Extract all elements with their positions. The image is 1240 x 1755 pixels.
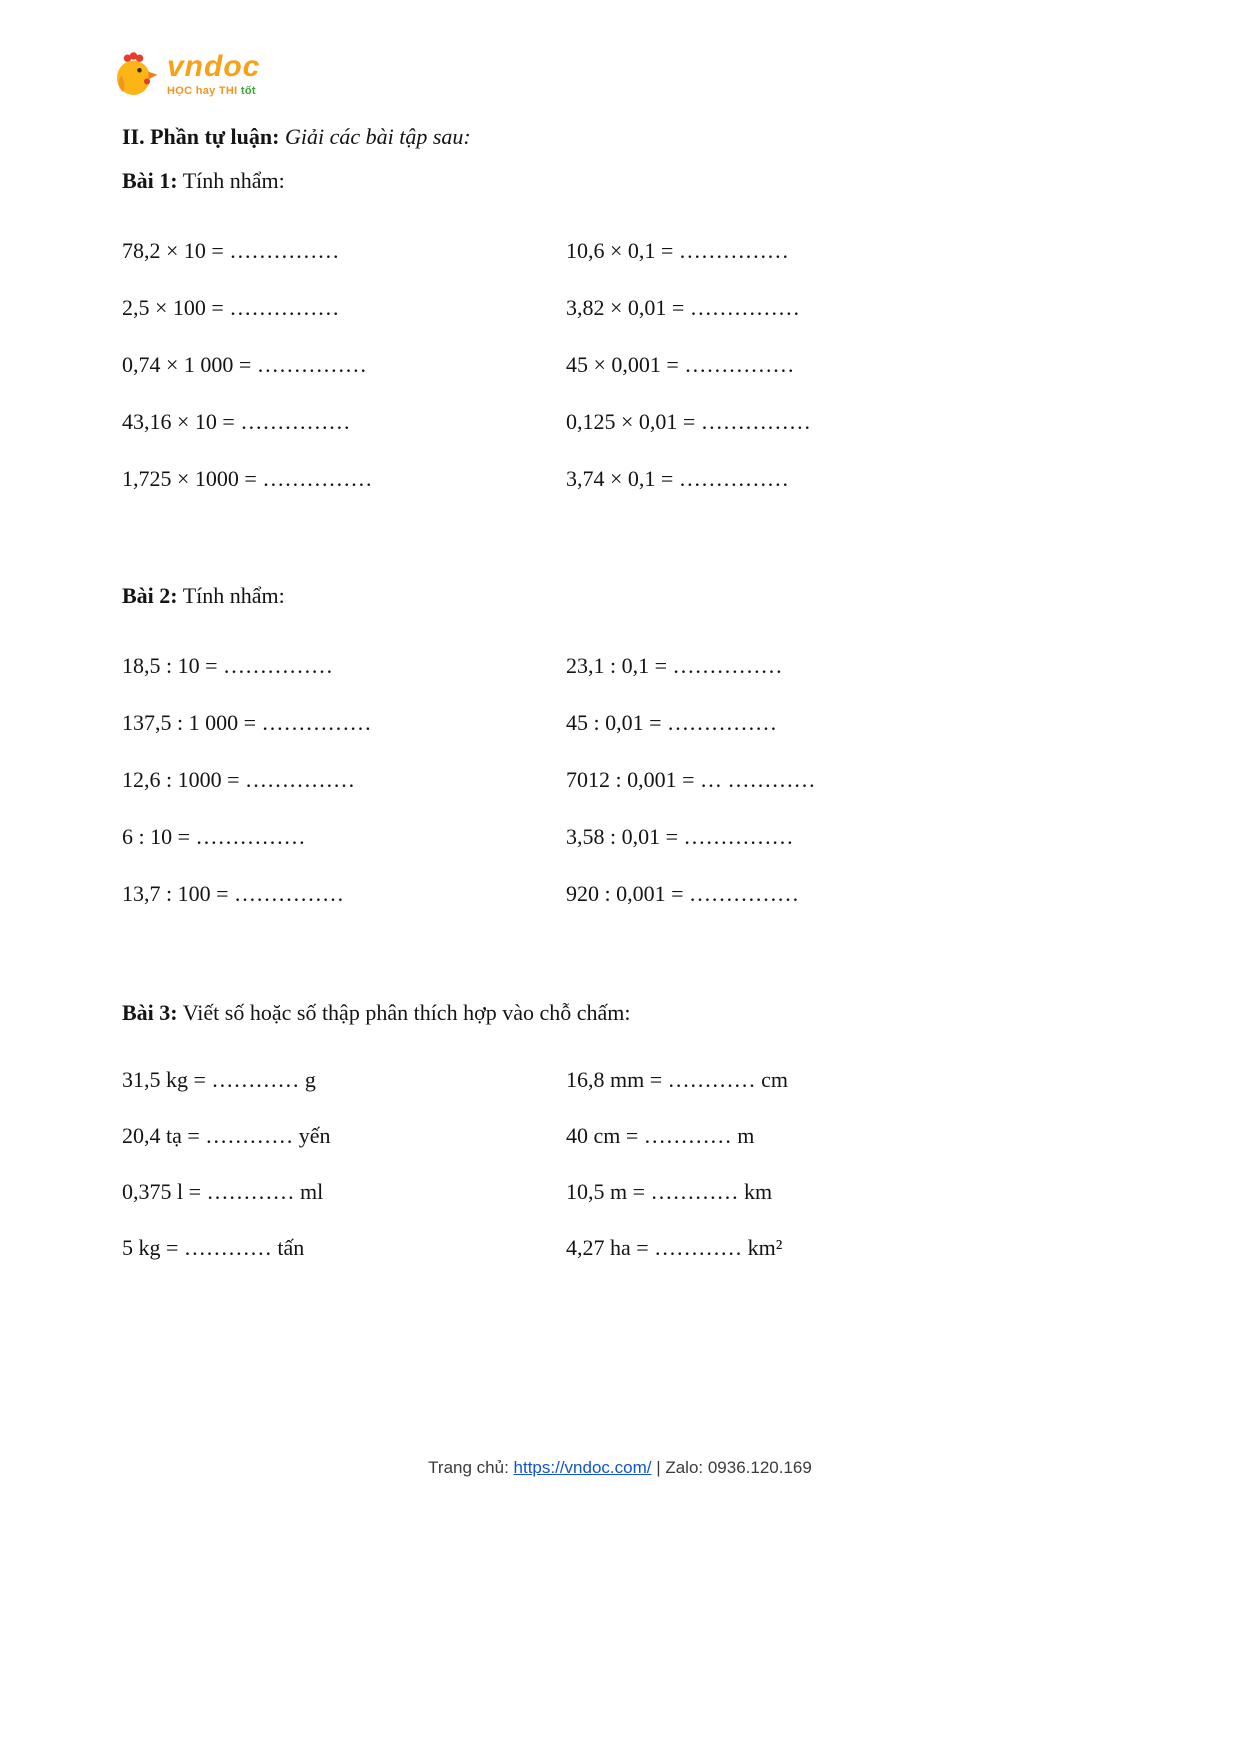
exercise-item: 7012 : 0,001 = … …………: [566, 767, 816, 792]
bai3-title: Viết số hoặc số thập phân thích hợp vào chỗ chấm:: [182, 1000, 631, 1025]
exercise-item: 1,725 × 1000 = ……………: [122, 466, 373, 491]
exercise-item: 43,16 × 10 = ……………: [122, 409, 351, 434]
bai1-label: Bài 1:: [122, 168, 178, 193]
footer-prefix: Trang chủ:: [428, 1458, 514, 1477]
exercise-item: 78,2 × 10 = ……………: [122, 238, 340, 263]
bai3-heading: [122, 1000, 631, 1026]
bai1-exercises: [122, 222, 811, 507]
logo-tagline-accent: tốt: [240, 84, 256, 97]
page-footer: [0, 1458, 1240, 1478]
exercise-item: 23,1 : 0,1 = ……………: [566, 653, 783, 678]
logo-tagline: [167, 86, 260, 97]
bai3-exercises: [122, 1052, 788, 1276]
bai1-heading: [122, 168, 285, 194]
footer-home-link[interactable]: https://vndoc.com/: [513, 1458, 652, 1477]
exercise-item: 12,6 : 1000 = ……………: [122, 767, 356, 792]
section-heading: [122, 124, 471, 150]
exercise-item: 18,5 : 10 = ……………: [122, 653, 334, 678]
logo-text-block: [167, 49, 261, 97]
exercise-item: 2,5 × 100 = ……………: [122, 295, 340, 320]
exercise-item: 40 cm = ………… m: [566, 1123, 755, 1148]
exercise-item: 3,74 × 0,1 = ……………: [566, 466, 789, 491]
bai2-heading: [122, 583, 285, 609]
exercise-item: 13,7 : 100 = ……………: [122, 881, 345, 906]
bai2-exercises: [122, 637, 816, 922]
exercise-item: 3,58 : 0,01 = ……………: [566, 824, 794, 849]
exercise-item: 45 : 0,01 = ……………: [566, 710, 778, 735]
exercise-item: 0,125 × 0,01 = ……………: [566, 409, 811, 434]
vndoc-logo: [110, 50, 260, 98]
exercise-item: 20,4 tạ = ………… yến: [122, 1123, 331, 1148]
section-label: II. Phần tự luận:: [122, 124, 280, 149]
exercise-item: 4,27 ha = ………… km²: [566, 1235, 783, 1260]
logo-tagline-main: HỌC hay THI: [167, 84, 238, 97]
exercise-item: 137,5 : 1 000 = ……………: [122, 710, 372, 735]
logo-brand-text: vndoc: [167, 49, 261, 83]
vndoc-chicken-icon: [110, 50, 160, 98]
exercise-item: 0,74 × 1 000 = ……………: [122, 352, 367, 377]
exercise-item: 3,82 × 0,01 = ……………: [566, 295, 800, 320]
exercise-item: 5 kg = ………… tấn: [122, 1235, 305, 1260]
section-instruction: Giải các bài tập sau:: [284, 124, 471, 149]
exercise-item: 0,375 l = ………… ml: [122, 1179, 324, 1204]
bai2-label: Bài 2:: [122, 583, 178, 608]
exercise-item: 45 × 0,001 = ……………: [566, 352, 795, 377]
bai2-title: Tính nhẩm:: [182, 583, 285, 608]
bai1-title: Tính nhẩm:: [182, 168, 285, 193]
exercise-item: 31,5 kg = ………… g: [122, 1067, 316, 1092]
footer-suffix: | Zalo: 0936.120.169: [651, 1458, 812, 1477]
exercise-item: 16,8 mm = ………… cm: [566, 1067, 789, 1092]
exercise-item: 10,6 × 0,1 = ……………: [566, 238, 789, 263]
exercise-item: 920 : 0,001 = ……………: [566, 881, 800, 906]
bai3-label: Bài 3:: [122, 1000, 178, 1025]
exercise-item: 10,5 m = ………… km: [566, 1179, 773, 1204]
exercise-item: 6 : 10 = ……………: [122, 824, 306, 849]
